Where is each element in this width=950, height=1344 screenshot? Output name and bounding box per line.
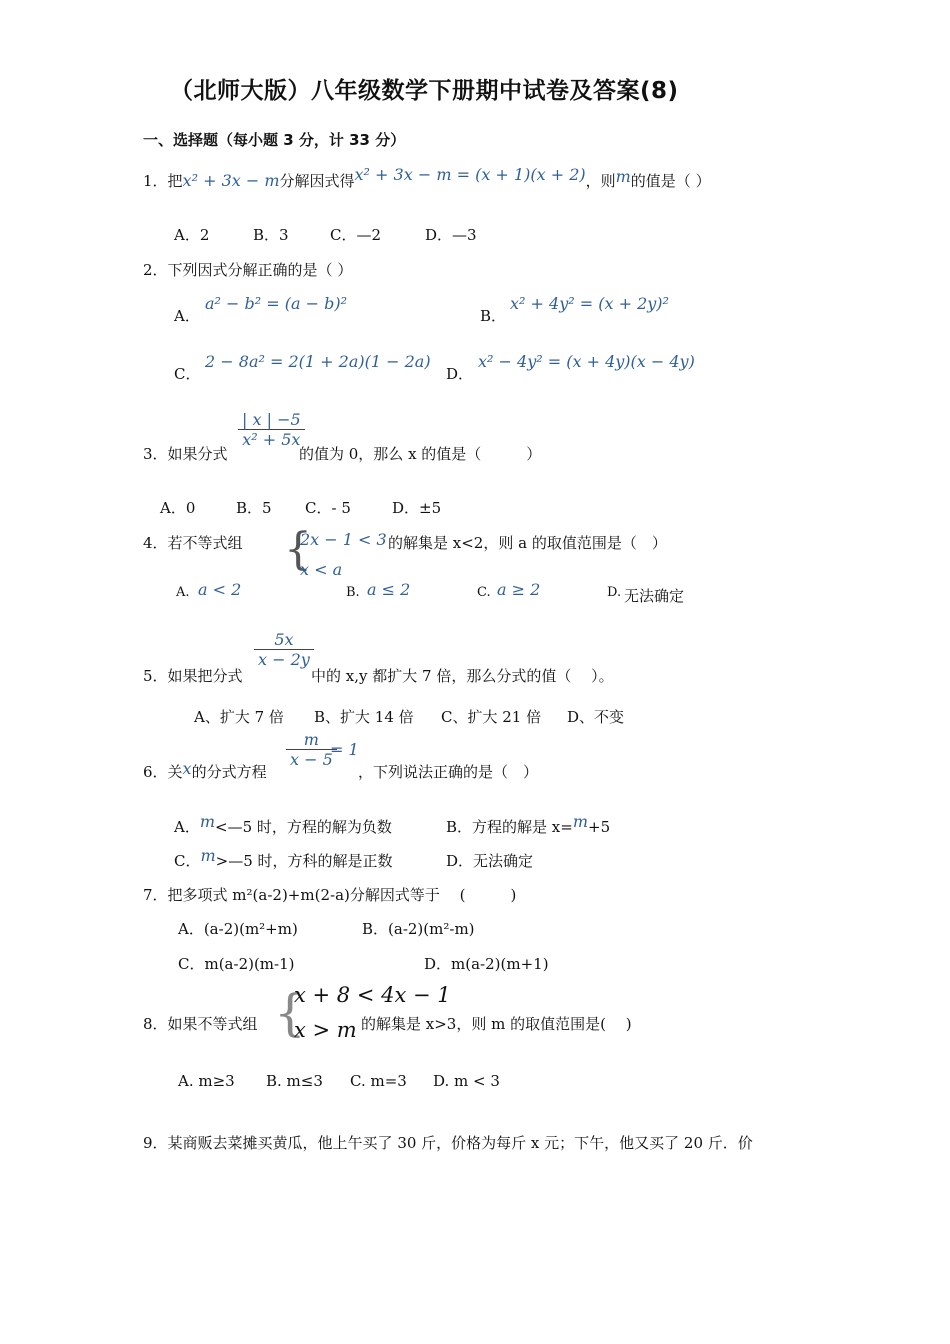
q4-option-c-label: C. bbox=[477, 585, 491, 600]
q2-option-c-label: C． bbox=[174, 365, 201, 383]
q4-option-b-label: B. bbox=[346, 585, 360, 600]
q3-numerator: | x | −5 bbox=[238, 410, 305, 430]
q5-option-c: C、扩大 21 倍 bbox=[441, 708, 542, 726]
q7-option-b: B．(a-2)(m²-m) bbox=[362, 920, 475, 938]
q6-numerator: m bbox=[286, 730, 337, 750]
q1-mid: 分解因式得 bbox=[279, 172, 355, 190]
q1-option-c: C．—2 bbox=[330, 226, 382, 244]
q3-prefix: 3．如果分式 bbox=[143, 445, 228, 463]
q6-fraction bbox=[286, 730, 333, 769]
q8-tail: 的解集是 x>3，则 m 的取值范围是( ) bbox=[361, 1015, 632, 1033]
q4-option-d: 无法确定 bbox=[624, 587, 685, 605]
q6-option-b-var: m bbox=[572, 812, 588, 831]
q2-option-a-label: A． bbox=[174, 307, 200, 325]
q8-option-a: A. m≥3 bbox=[178, 1072, 235, 1090]
question-7: 7．把多项式 m²(a-2)+m(2-a)分解因式等于 ( ) bbox=[143, 886, 517, 904]
q4-tail: 的解集是 x<2，则 a 的取值范围是（ ） bbox=[388, 534, 667, 552]
question-1 bbox=[143, 165, 711, 191]
q6-option-c-text: >—5 时，方科的解是正数 bbox=[215, 852, 393, 870]
q3-option-b: B．5 bbox=[236, 499, 272, 517]
q6-option-a-text: <—5 时，方程的解为负数 bbox=[215, 818, 392, 836]
q6-option-b-text: B．方程的解是 x= bbox=[446, 818, 573, 836]
q2-option-d-label: D． bbox=[446, 365, 474, 383]
q8-brace-icon: { bbox=[274, 984, 306, 1042]
q7-option-a: A．(a-2)(m²+m) bbox=[178, 920, 298, 938]
q4-option-a-label: A. bbox=[176, 585, 190, 600]
q2-option-a: a² − b² = (a − b)² bbox=[205, 294, 348, 313]
q4-option-d-label: D. bbox=[607, 585, 622, 600]
q1-expression: x² + 3x − m bbox=[182, 171, 280, 190]
q1-tail: ，则 bbox=[585, 172, 616, 190]
q8-inequality-1: x + 8 < 4x − 1 bbox=[294, 983, 451, 1007]
q6-option-a bbox=[174, 812, 392, 837]
q1-variable: m bbox=[615, 167, 631, 186]
q1-factored-expression: x² + 3x − m = (x + 1)(x + 2) bbox=[354, 165, 586, 184]
q4-option-c: a ≥ 2 bbox=[497, 580, 541, 599]
q6-option-d: D．无法确定 bbox=[446, 852, 534, 870]
q6-option-c-var: m bbox=[200, 846, 216, 865]
q4-inequality-1: 2x − 1 < 3 bbox=[300, 530, 387, 549]
question-9: 9．某商贩去菜摊买黄瓜，他上午买了 30 斤，价格为每斤 x 元；下午，他又买了 20 斤．价 bbox=[143, 1134, 753, 1152]
q5-prefix: 5．如果把分式 bbox=[143, 667, 243, 685]
q8-prefix: 8．如果不等式组 bbox=[143, 1015, 258, 1033]
q4-brace-icon: { bbox=[284, 524, 312, 575]
page-title: （北师大版）八年级数学下册期中试卷及答案(8) bbox=[170, 78, 679, 104]
q5-denominator: x − 2y bbox=[258, 650, 310, 669]
q7-option-d: D．m(a-2)(m+1) bbox=[424, 955, 549, 973]
q1-tail-2: 的值是（ ） bbox=[630, 172, 711, 190]
q5-option-d: D、不变 bbox=[567, 708, 625, 726]
q2-option-b: x² + 4y² = (x + 2y)² bbox=[510, 294, 669, 313]
q4-option-b: a ≤ 2 bbox=[367, 580, 411, 599]
q5-option-a: A、扩大 7 倍 bbox=[194, 708, 284, 726]
q2-option-d: x² − 4y² = (x + 4y)(x − 4y) bbox=[478, 352, 695, 371]
q6-option-b bbox=[446, 812, 611, 837]
q7-option-c: C．m(a-2)(m-1) bbox=[178, 955, 295, 973]
q8-inequality-2: x > m bbox=[294, 1018, 357, 1042]
q6-prefix: 6．关 bbox=[143, 763, 183, 781]
question-2: 2．下列因式分解正确的是（ ） bbox=[143, 261, 353, 279]
q6-option-a-label: A． bbox=[174, 818, 200, 836]
q3-option-c: C．- 5 bbox=[305, 499, 351, 517]
q8-option-b: B. m≤3 bbox=[266, 1072, 323, 1090]
q3-option-d: D．±5 bbox=[392, 499, 442, 517]
q6-equals-one: = 1 bbox=[330, 740, 359, 759]
q6-option-c-label: C． bbox=[174, 852, 201, 870]
q6-variable: x bbox=[182, 759, 192, 778]
q1-prefix: 1．把 bbox=[143, 172, 183, 190]
q1-option-a: A．2 bbox=[174, 226, 210, 244]
section-heading: 一、选择题（每小题 3 分，计 33 分） bbox=[143, 131, 406, 149]
q3-tail: 的值为 0，那么 x 的值是（ ） bbox=[299, 445, 542, 463]
q1-option-b: B．3 bbox=[253, 226, 289, 244]
q3-denominator: x² + 5x bbox=[242, 430, 301, 449]
q5-option-b: B、扩大 14 倍 bbox=[314, 708, 414, 726]
q5-tail: 中的 x,y 都扩大 7 倍，那么分式的值（ ）。 bbox=[311, 667, 614, 685]
q5-fraction bbox=[254, 630, 310, 669]
q6-denominator: x − 5 bbox=[290, 750, 333, 769]
q6-mid: 的分式方程 bbox=[191, 763, 267, 781]
q4-inequality-2: x < a bbox=[300, 560, 343, 579]
q3-fraction bbox=[238, 410, 301, 449]
q5-numerator: 5x bbox=[254, 630, 314, 650]
q6-option-c bbox=[174, 846, 393, 871]
q3-option-a: A．0 bbox=[160, 499, 196, 517]
q2-option-b-label: B． bbox=[480, 307, 507, 325]
q6-tail: ，下列说法正确的是（ ） bbox=[358, 763, 539, 781]
q2-option-c: 2 − 8a² = 2(1 + 2a)(1 − 2a) bbox=[205, 352, 431, 371]
q4-prefix: 4．若不等式组 bbox=[143, 534, 243, 552]
question-6 bbox=[143, 761, 267, 782]
q6-option-b-tail: +5 bbox=[588, 818, 611, 836]
q8-option-d: D. m < 3 bbox=[433, 1072, 500, 1090]
q1-option-d: D．—3 bbox=[425, 226, 477, 244]
q4-option-a: a < 2 bbox=[198, 580, 242, 599]
q8-option-c: C. m=3 bbox=[350, 1072, 407, 1090]
q6-option-a-var: m bbox=[199, 812, 216, 831]
